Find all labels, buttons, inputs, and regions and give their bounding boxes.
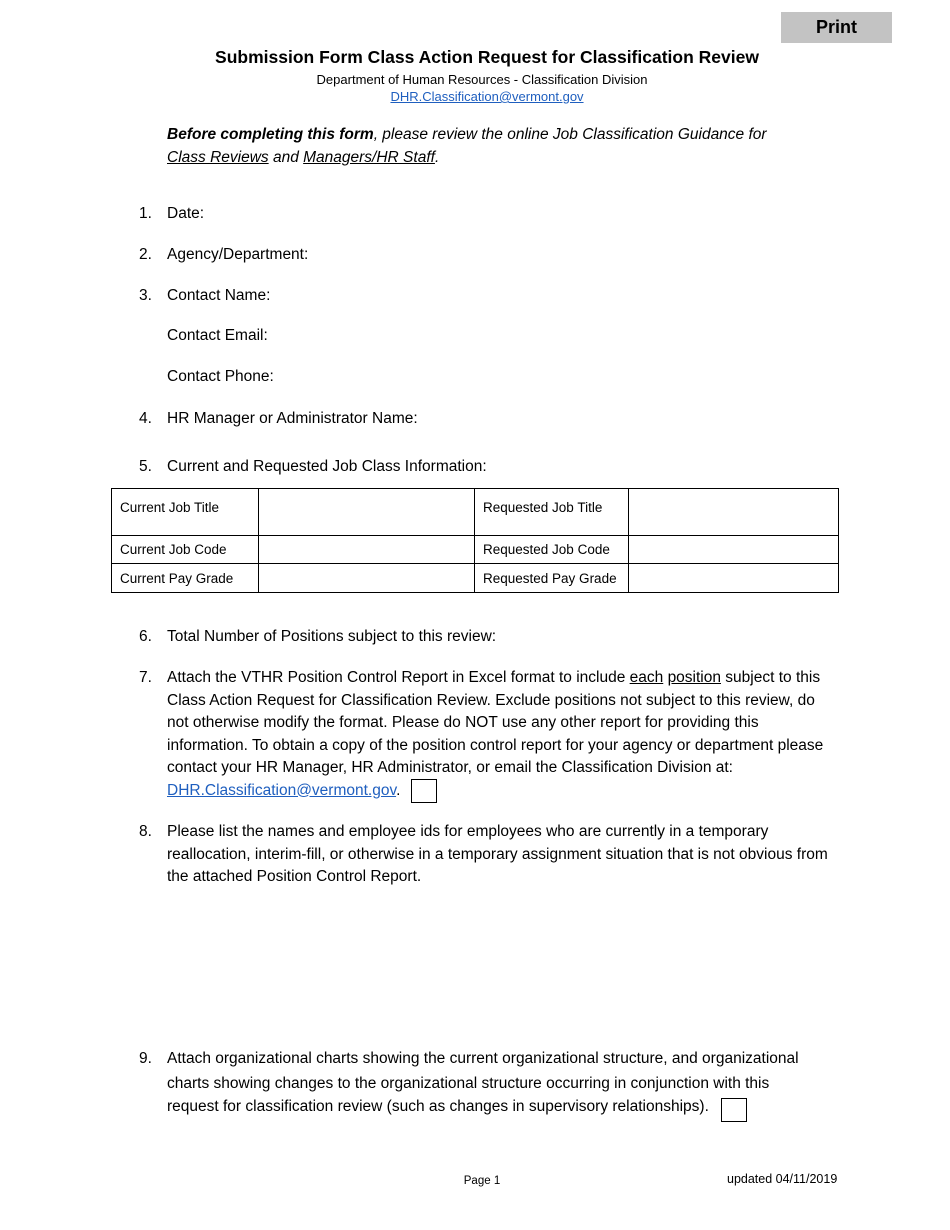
requested-pay-grade-field[interactable] <box>629 564 839 593</box>
item-number: 3. <box>139 287 152 304</box>
date-label: Date: <box>167 205 205 222</box>
intro-end: . <box>434 149 440 166</box>
item-number: 9. <box>139 1050 152 1067</box>
current-job-title-field[interactable] <box>259 489 475 526</box>
table-row <box>112 564 839 593</box>
updated-date: updated 04/11/2019 <box>727 1172 838 1186</box>
requested-job-code-label: Requested Job Code <box>475 536 629 564</box>
class-reviews-link[interactable]: Class Reviews <box>167 149 269 166</box>
text-segment: Attach the VTHR Position Control Report in Excel format to include <box>167 669 630 686</box>
table-row <box>112 536 839 564</box>
form-title: Submission Form Class Action Request for Classification Review <box>215 47 759 67</box>
item-number: 6. <box>139 628 152 645</box>
page-number: Page 1 <box>463 1175 501 1187</box>
intro-text: , please review the online Job Classification Guidance for <box>373 126 767 143</box>
print-button[interactable]: Print <box>781 12 892 43</box>
org-charts-line-2: charts showing changes to the organizational structure occurring in conjunction with this <box>167 1075 770 1092</box>
spacer-cell <box>629 525 839 536</box>
job-class-table <box>111 488 839 593</box>
item-number: 4. <box>139 410 152 427</box>
text-segment: subject to this Class Action Request for Classification Review. Exclude positions not subject to this review, do not otherwise modify the format. Please do NOT use any other report for providing this information. To obtain a copy of the position control report for your agency or department please contact your HR Manager, HR Administrator, or email the Classification Division at: <box>167 669 824 776</box>
requested-job-code-field[interactable] <box>629 536 839 564</box>
header-email-link[interactable]: DHR.Classification@vermont.gov <box>390 89 584 104</box>
current-pay-grade-field[interactable] <box>259 564 475 593</box>
current-job-code-label: Current Job Code <box>112 536 259 564</box>
agency-label: Agency/Department: <box>167 246 309 263</box>
item-number: 8. <box>139 823 152 840</box>
intro-bold-lead: Before completing this form <box>167 126 374 143</box>
current-job-code-field[interactable] <box>259 536 475 564</box>
item-number: 5. <box>139 458 152 475</box>
hr-manager-label: HR Manager or Administrator Name: <box>167 410 418 427</box>
current-pay-grade-label: Current Pay Grade <box>112 564 259 593</box>
contact-name-label: Contact Name: <box>167 287 271 304</box>
requested-job-title-label: Requested Job Title <box>475 489 629 526</box>
spacer-cell <box>475 525 629 536</box>
item-number: 1. <box>139 205 152 222</box>
temporary-employees-text: Please list the names and employee ids for employees who are currently in a temporary reallocation, interim-fill, or otherwise in a temporary assignment situation that is not obvious from the attached Position Control Report. <box>167 823 828 885</box>
org-charts-line-3: request for classification review (such as changes in supervisory relationships). <box>167 1098 709 1115</box>
attached-report-checkbox[interactable] <box>411 779 437 803</box>
item-number: 7. <box>139 669 152 686</box>
text-segment: . <box>396 781 401 799</box>
item-number: 2. <box>139 246 152 263</box>
table-row <box>112 489 839 526</box>
spacer-cell <box>112 525 259 536</box>
position-control-text <box>167 667 837 802</box>
contact-phone-label: Contact Phone: <box>167 368 274 385</box>
spacer-cell <box>259 525 475 536</box>
contact-email-label: Contact Email: <box>167 327 268 344</box>
classification-email-link[interactable]: DHR.Classification@vermont.gov <box>167 781 397 799</box>
intro-paragraph <box>167 123 807 169</box>
attached-org-charts-checkbox[interactable] <box>721 1098 747 1122</box>
table-row-spacer <box>112 525 839 536</box>
job-class-info-label: Current and Requested Job Class Information: <box>167 458 487 475</box>
department-subtitle: Department of Human Resources - Classification Division <box>316 72 648 87</box>
requested-job-title-field[interactable] <box>629 489 839 526</box>
org-charts-line-1: Attach organizational charts showing the current organizational structure, and organizational <box>167 1050 799 1067</box>
each-underlined: each <box>629 669 664 686</box>
current-job-title-label: Current Job Title <box>112 489 259 526</box>
requested-pay-grade-label: Requested Pay Grade <box>475 564 629 593</box>
managers-hr-staff-link[interactable]: Managers/HR Staff <box>303 149 435 166</box>
intro-and: and <box>268 149 304 166</box>
total-positions-label: Total Number of Positions subject to this review: <box>167 628 497 645</box>
header-email <box>0 89 950 104</box>
position-underlined: position <box>667 669 721 686</box>
